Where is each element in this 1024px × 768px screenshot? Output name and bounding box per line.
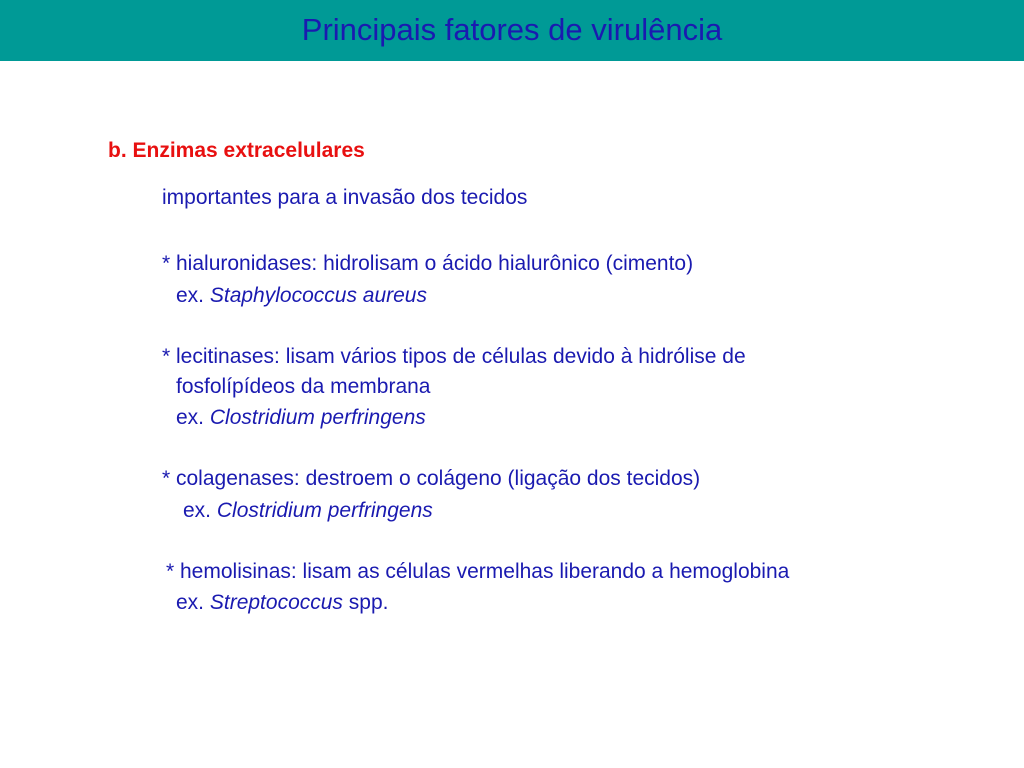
example-organism: Clostridium perfringens — [216, 499, 433, 522]
example-prefix: ex. — [183, 499, 217, 522]
example-prefix: ex. — [176, 406, 210, 429]
example-organism: Streptococcus — [209, 591, 343, 614]
enzyme-hialuronidases-description: * hialuronidases: hidrolisam o ácido hialurônico (cimento) — [162, 252, 694, 275]
enzyme-hialuronidases-example — [176, 283, 427, 309]
example-organism: Staphylococcus aureus — [209, 284, 427, 307]
section-subheading: b. Enzimas extracelulares — [108, 139, 365, 162]
enzyme-lecitinases-example — [176, 405, 426, 431]
example-prefix: ex. — [176, 591, 210, 614]
enzyme-lecitinases-description-cont: fosfolípídeos da membrana — [176, 375, 431, 398]
enzyme-colagenases-example — [183, 498, 433, 524]
enzyme-lecitinases-description: * lecitinases: lisam vários tipos de células devido à hidrólise de — [162, 345, 746, 368]
enzyme-hemolisinas-description: * hemolisinas: lisam as células vermelhas liberando a hemoglobina — [166, 560, 790, 583]
example-organism: Clostridium perfringens — [209, 406, 426, 429]
enzyme-colagenases-description: * colagenases: destroem o colágeno (ligação dos tecidos) — [162, 467, 701, 490]
example-prefix: ex. — [176, 284, 210, 307]
example-suffix: spp. — [342, 591, 389, 614]
slide-title: Principais fatores de virulência — [301, 12, 723, 47]
enzyme-hemolisinas-example — [176, 590, 388, 616]
intro-text: importantes para a invasão dos tecidos — [162, 186, 528, 209]
